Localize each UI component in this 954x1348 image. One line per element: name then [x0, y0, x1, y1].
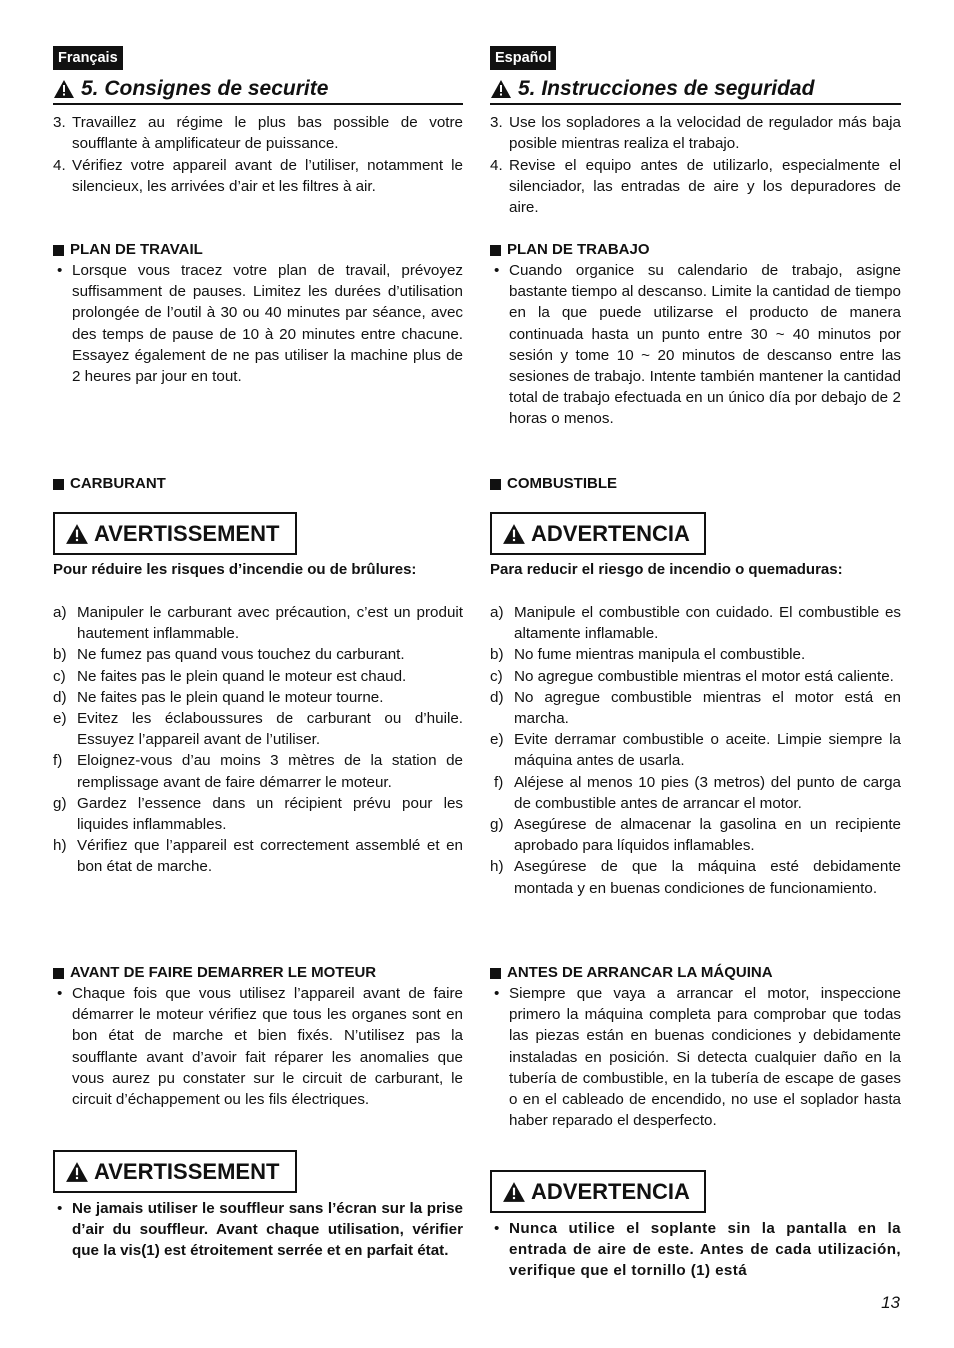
list-item: 3. Use los sopladores a la velocidad de regulador más baja posible mientras realiza el trabajo. [490, 114, 901, 153]
warning-box: ADVERTENCIA [490, 512, 706, 555]
square-bullet-icon [53, 479, 64, 490]
section-title: 5. Consignes de securite [81, 76, 329, 100]
language-tab-spanish: Español [490, 46, 556, 70]
warning-triangle-icon [65, 523, 89, 545]
list-item: d) No agregue combustible mientras el motor está en marcha. [490, 688, 901, 728]
list-item: f) Aléjese al menos 10 pies (3 metros) del punto de carga de combustible antes de arrancar el motor. [494, 773, 901, 812]
warning-2-bullet: • Nunca utilice el soplante sin la pantalla en la entrada de aire de este. Antes de cada utilización, verifique que el tornillo (1) está [494, 1220, 901, 1280]
warning-triangle-icon [53, 79, 75, 99]
list-item: c) No agregue combustible mientras el motor está caliente. [490, 667, 894, 685]
intro-list [53, 112, 463, 197]
plan-title: PLAN DE TRAVAIL [53, 240, 463, 260]
section-title: 5. Instrucciones de seguridad [518, 76, 815, 100]
list-item: a) Manipule el combustible con cuidado. El combustible es altamente inflamable. [490, 604, 901, 643]
list-item: b) Ne fumez pas quand vous touchez du carburant. [53, 646, 405, 664]
warning-triangle-icon [490, 79, 512, 99]
list-item: a) Manipuler le carburant avec précaution, c’est un produit hautement inflammable. [53, 604, 463, 643]
start-section [53, 963, 463, 1110]
fuel-lead: Para reducir el riesgo de incendio o quemaduras: [490, 561, 843, 578]
plan-bullet: • Lorsque vous tracez votre plan de travail, prévoyez suffisamment de pauses. Limitez les durées d’utilisation prolongée de l’outil à 30 ou 40 minutes par séance, avec des temps de pause de 10 à 20 minutes entre chacune. Essayez également de ne pas utiliser la machine plus de 2 heures par jour en tout. [57, 262, 463, 386]
fuel-list [490, 602, 901, 899]
list-item: 4. Vérifiez votre appareil avant de l’utiliser, notamment le silencieux, les arrivées d’air et les filtres à air. [53, 156, 463, 195]
square-bullet-icon [490, 479, 501, 490]
list-item: g) Gardez l’essence dans un récipient prévu pour les liquides inflammables. [53, 794, 463, 834]
plan-section [490, 240, 901, 430]
start-title: ANTES DE ARRANCAR LA MÁQUINA [490, 963, 901, 983]
square-bullet-icon [53, 245, 64, 256]
start-bullet: • Siempre que vaya a arrancar el motor, inspeccione primero la máquina completa para comprobar que todas las piezas están en buenas condiciones y debidamente instaladas en posición. Si detecta cualquier daño en la tubería de combustible, en la tubería de escape de gases o en el cableado de encendido, no use el soplador hasta haber reparado el desperfecto. [494, 985, 901, 1130]
list-item: h) Vérifiez que l’appareil est correctement assemblé et en bon état de marche. [53, 837, 463, 876]
square-bullet-icon [53, 968, 64, 979]
list-item: f) Eloignez-vous d’au moins 3 mètres de la station de remplissage avant de faire démarrer le moteur. [53, 752, 463, 791]
warning-box-2: AVERTISSEMENT [53, 1150, 297, 1193]
start-title: AVANT DE FAIRE DEMARRER LE MOTEUR [53, 963, 463, 983]
list-item: h) Asegúrese de que la máquina esté debidamente montada y en buenas condiciones de funcionamiento. [490, 858, 901, 897]
fuel-section-title: COMBUSTIBLE [490, 474, 901, 494]
list-item: d) Ne faites pas le plein quand le moteur tourne. [53, 688, 384, 706]
list-item: 3. Travaillez au régime le plus bas possible de votre soufflante à amplificateur de puissance. [53, 114, 463, 153]
plan-title: PLAN DE TRABAJO [490, 240, 901, 260]
square-bullet-icon [490, 245, 501, 256]
section-heading-french [53, 74, 463, 105]
start-bullet: • Chaque fois que vous utilisez l’appareil avant de faire démarrer le moteur vérifiez que tous les organes sont en bon état de marche et bien fixés. N’utilisez pas la soufflante avant d’avoir fait réparer les anomalies que vous aurez pu constater sur le circuit de carburant, le circuit d’échappement ou les fils électriques. [57, 985, 463, 1109]
list-item: 4. Revise el equipo antes de utilizarlo, especialmente el silenciador, las entradas de aire y los depuradores de aire. [490, 156, 901, 217]
fuel-lead: Pour réduire les risques d’incendie ou de brûlures: [53, 561, 417, 578]
warning-box: AVERTISSEMENT [53, 512, 297, 555]
list-item: e) Evitez les éclaboussures de carburant ou d’huile. Essuyez l’appareil avant de l’utiliser. [53, 710, 463, 749]
warning-triangle-icon [502, 523, 526, 545]
fuel-list [53, 602, 463, 878]
section-heading-spanish [490, 74, 901, 105]
list-item: g) Asegúrese de almacenar la gasolina en un recipiente aprobado para líquidos inflamables. [490, 816, 901, 855]
language-tab-french: Français [53, 46, 123, 70]
page-number: 13 [881, 1293, 900, 1312]
fuel-section-title: CARBURANT [53, 474, 463, 494]
list-item: c) Ne faites pas le plein quand le moteur est chaud. [53, 667, 407, 685]
warning-2-bullet: • Ne jamais utiliser le souffleur sans l’écran sur la prise d’air du souffleur. Avant chaque utilisation, vérifier que la vis(1) est étroitement serrée et en parfait état. [57, 1200, 463, 1260]
warning-triangle-icon [65, 1161, 89, 1183]
warning-triangle-icon [502, 1181, 526, 1203]
list-item: b) No fume mientras manipula el combustible. [490, 646, 806, 664]
list-item: e) Evite derramar combustible o aceite. Limpie siempre la máquina antes de usarla. [490, 731, 901, 770]
start-section [490, 963, 901, 1131]
square-bullet-icon [490, 968, 501, 979]
plan-section [53, 240, 463, 387]
intro-list [490, 112, 901, 218]
plan-bullet: • Cuando organice su calendario de trabajo, asigne bastante tiempo al descanso. Limite la cantidad de tiempo en la que puede utilizarse el producto de manera continuada hasta un punto entre 30 ~ 40 minutos por sesión y tome 10 ~ 20 minutos de descanso entre las sesiones de trabajo. Intente también mantener la cantidad total de trabajo efectuada en un único día por debajo de 2 horas o menos. [494, 262, 901, 428]
warning-box-2: ADVERTENCIA [490, 1170, 706, 1213]
